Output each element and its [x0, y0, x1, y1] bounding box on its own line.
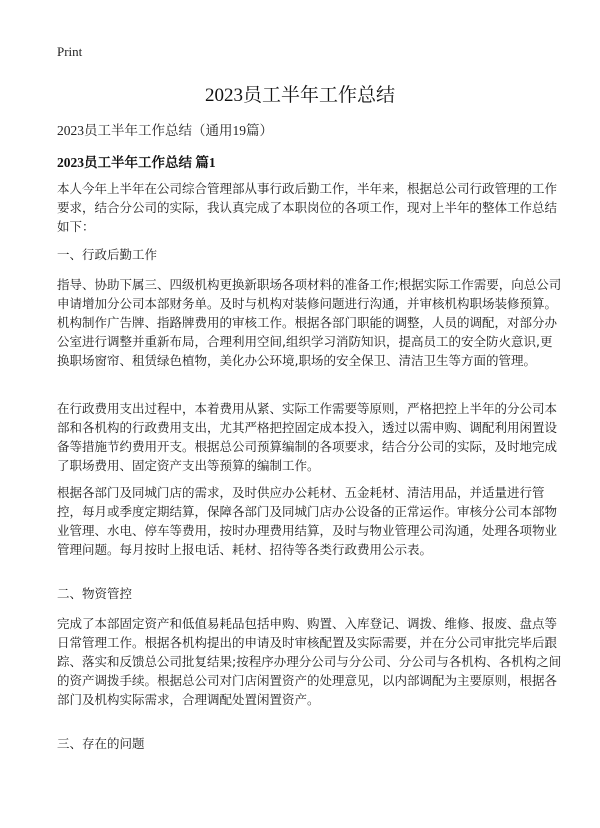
page-title: 2023员工半年工作总结 [204, 85, 395, 106]
heading-material-control: 二、物资管控 [57, 586, 133, 601]
intro-paragraph: 本人今年上半年在公司综合管理部从事行政后勤工作，半年来，根据总公司行政管理的工作要求，结合分公司的实际，我认真完成了本职岗位的各项工作，现对上半年的整体工作总结如下： [57, 181, 558, 234]
heading-problems: 三、存在的问题 [57, 736, 145, 751]
heading-admin-logistics: 一、行政后勤工作 [57, 247, 158, 262]
paragraph-supplies-property: 根据各部门及同城门店的需求，及时供应办公耗材、五金耗材、清洁用品，并适量进行管控，每月或季度定期结算，保障各部门及同城门店办公设备的正常运作。审核分公司本部物业管理、水电、停车等费用，按时办理费用结算，及时与物业管理公司沟通，处理各项物业管理问题。每月按时上报电话、耗材、招待等各类行政费用公示表。 [57, 485, 558, 557]
section-heading: 2023员工半年工作总结 篇1 [57, 155, 216, 170]
paragraph-admin-logistics: 指导、协助下属三、四级机构更换新职场各项材料的准备工作;根据实际工作需要，向总公司申请增加分公司本部财务单。及时与机构对装修问题进行沟通，并审核机构职场装修预算。机构制作广告牌、指路牌费用的审核工作。根据各部门职能的调整，人员的调配，对部分办公室进行调整并重新布局，合理利用空间,组织学习消防知识，提高员工的安全防火意识,更换职场窗帘、租赁绿色植物，美化办公环境,职场的安全保卫、清洁卫生等方面的管理。 [57, 277, 562, 368]
print-link[interactable]: Print [57, 44, 83, 59]
document-subtitle: 2023员工半年工作总结（通用19篇） [57, 123, 273, 138]
paragraph-expense-control: 在行政费用支出过程中，本着费用从紧、实际工作需要等原则，严格把控上半年的分公司本部和各机构的行政费用支出，尤其严格把控固定成本投入，透过以需申购、调配利用闲置设备等措施节约费用开支。根据总公司预算编制的各项要求，结合分公司的实际，及时地完成了职场费用、固定资产支出等预算的编制工作。 [57, 401, 558, 473]
paragraph-asset-management: 完成了本部固定资产和低值易耗品包括申购、购置、入库登记、调拨、维修、报废、盘点等日常管理工作。根据各机构提出的申请及时审核配置及实际需要，并在分公司审批完毕后跟踪、落实和反馈总公司批复结果;按程序办理分公司与分公司、分公司与各机构、各机构之间的资产调拨手续。根据总公司对门店闲置资产的处理意见，以内部调配为主要原则，根据各部门及机构实际需求，合理调配处置闲置资产。 [57, 616, 562, 707]
